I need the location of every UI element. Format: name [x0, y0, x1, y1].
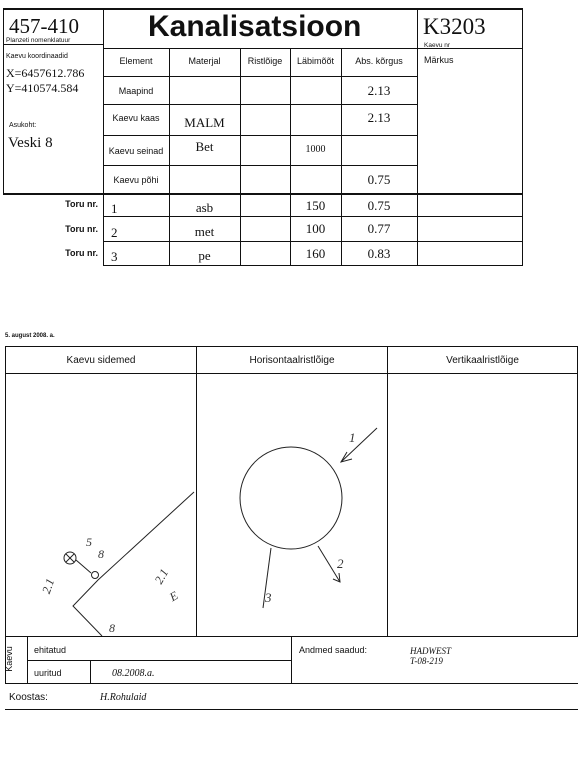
pipe-2-no: 2 [111, 225, 118, 240]
location-caption: Asukoht: [9, 122, 37, 129]
connections-sketch [6, 374, 196, 636]
row-element-walls: Kaevu seinad [108, 146, 164, 156]
pipe-3-label: Toru nr. [65, 248, 98, 258]
page-title: Kanalisatsioon [148, 10, 362, 43]
row-ground-abs: 2.13 [367, 82, 391, 98]
sketch-mark-d: 2.1 [151, 566, 172, 587]
well-id: K3203 [423, 14, 486, 39]
panel-title-vertical: Vertikaalristlõige [446, 354, 519, 366]
author-value: H.Rohulaid [100, 692, 147, 703]
pipe-mark-2: 2 [337, 556, 344, 571]
pipe-3-material: pe [198, 248, 211, 263]
pipe-3-diameter: 160 [305, 246, 326, 261]
pipe-3-abs: 0.83 [367, 246, 391, 261]
col-header-element: Element [119, 56, 153, 66]
surveyed-value: 08.2008.a. [112, 668, 155, 679]
sketch-mark-b: 5 [86, 535, 92, 549]
footer-side-label: Kaevu [3, 646, 14, 672]
location-value: Veski 8 [8, 135, 53, 151]
coord-x: X=6457612.786 [6, 66, 85, 80]
col-header-cross-section: Ristlõige [247, 56, 283, 66]
sketch-mark-f: 8 [109, 621, 115, 635]
panel-title-horizontal: Horisontaalristlõige [249, 354, 335, 366]
col-header-diameter: Läbimõõt [296, 56, 335, 66]
sketch-mark-e: E [167, 588, 181, 605]
pipe-2-material: met [194, 224, 215, 239]
data-source-value-1: HADWEST [410, 646, 451, 656]
row-element-bottom: Kaevu põhi [113, 174, 159, 185]
coords-caption: Kaevu koordinaadid [6, 53, 68, 60]
row-lid-abs: 2.13 [367, 110, 391, 125]
pipe-1-material: asb [195, 200, 214, 215]
pipe-2-label: Toru nr. [65, 224, 98, 234]
surveyed-label: uuritud [34, 668, 62, 678]
row-lid-material: MALM [184, 115, 225, 130]
row-bottom-abs: 0.75 [367, 171, 391, 187]
pipe-mark-3: 3 [265, 590, 272, 605]
pipe-1-diameter: 150 [305, 198, 326, 213]
pipe-1-label: Toru nr. [65, 199, 98, 209]
sketch-mark-a: 2.1 [38, 576, 58, 596]
data-source-label: Andmed saadud: [299, 645, 368, 655]
sheet-number-caption: Planzeti nomenklatuur [6, 37, 71, 44]
sketch-mark-c: 8 [98, 547, 104, 561]
row-walls-diameter: 1000 [305, 143, 326, 155]
row-walls-material: Bet [195, 139, 214, 154]
sheet-number: 457-410 [9, 14, 79, 38]
col-header-abs-height: Abs. kõrgus [355, 56, 403, 66]
pipe-3-no: 3 [111, 249, 118, 264]
coord-y: Y=410574.584 [6, 81, 79, 95]
row-element-ground: Maapind [118, 85, 154, 96]
row-element-lid: Kaevu kaas [112, 113, 160, 123]
author-label: Koostas: [9, 692, 48, 703]
well-id-caption: Kaevu nr [424, 42, 451, 49]
pipe-1-abs: 0.75 [367, 198, 391, 213]
data-source-value-2: T-08-219 [410, 656, 443, 666]
built-label: ehitatud [34, 645, 67, 655]
pipe-mark-1: 1 [349, 430, 356, 445]
col-header-material: Materjal [188, 56, 221, 66]
col-header-notes: Märkus [424, 55, 454, 65]
pipe-2-abs: 0.77 [367, 221, 391, 236]
horizontal-section-sketch [197, 374, 387, 636]
document-date: 5. august 2008. a. [5, 333, 55, 339]
panel-title-connections: Kaevu sidemed [66, 354, 136, 366]
pipe-1-no: 1 [111, 201, 118, 216]
pipe-2-diameter: 100 [305, 221, 326, 236]
